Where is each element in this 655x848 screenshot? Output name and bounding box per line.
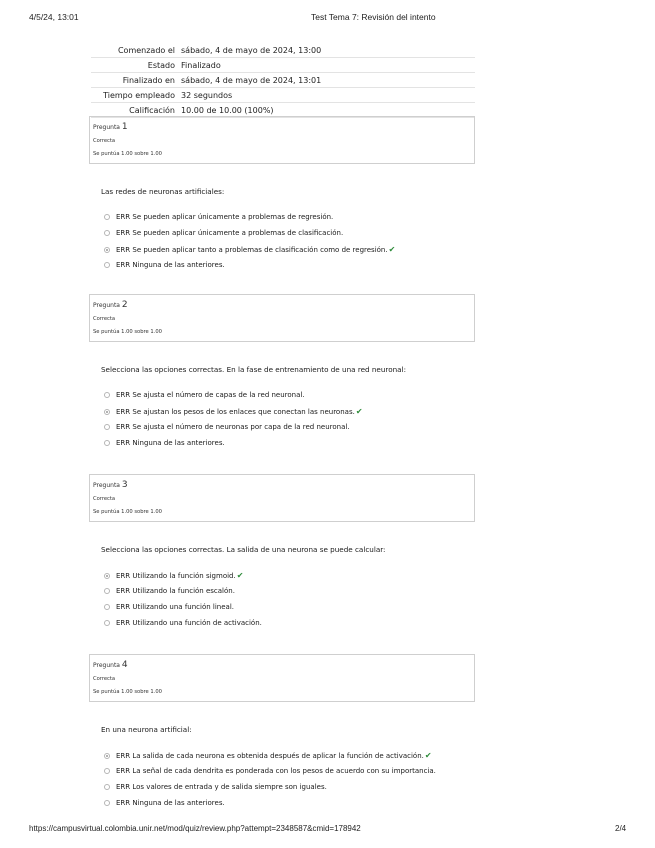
- answer-option[interactable]: [104, 587, 235, 595]
- question-text: Las redes de neuronas artificiales:: [101, 187, 225, 196]
- answer-option-text: ERR Ninguna de las anteriores.: [116, 439, 225, 447]
- summary-value: 10.00 de 10.00 (100%): [181, 103, 475, 118]
- summary-value: 32 segundos: [181, 88, 475, 103]
- question-mark: Se puntúa 1.00 sobre 1.00: [93, 509, 162, 515]
- answer-option[interactable]: [104, 751, 432, 760]
- question-mark: Se puntúa 1.00 sobre 1.00: [93, 151, 162, 157]
- correct-check-icon: ✔: [388, 245, 396, 254]
- question-number: 4: [121, 660, 128, 670]
- answer-option[interactable]: [104, 783, 327, 791]
- question-label-text: Pregunta: [93, 302, 120, 309]
- radio-button-icon[interactable]: [104, 620, 110, 626]
- question-state: Correcta: [93, 316, 116, 322]
- answer-option[interactable]: [104, 391, 305, 399]
- radio-button-icon[interactable]: [104, 784, 110, 790]
- question-state: Correcta: [93, 676, 116, 682]
- answer-option[interactable]: [104, 767, 436, 775]
- answer-option-text: ERR Utilizando la función sigmoid.: [116, 571, 236, 580]
- radio-button-icon[interactable]: [104, 409, 110, 415]
- answer-option-text: ERR Se pueden aplicar únicamente a problemas de regresión.: [116, 213, 334, 221]
- radio-button-icon[interactable]: [104, 588, 110, 594]
- radio-button-icon[interactable]: [104, 214, 110, 220]
- question-text: Selecciona las opciones correctas. La salida de una neurona se puede calcular:: [101, 545, 386, 554]
- question-label: [93, 660, 128, 670]
- summary-label: Comenzado el: [91, 43, 181, 58]
- answer-option[interactable]: [104, 603, 234, 611]
- answer-option-text: ERR Utilizando la función escalón.: [116, 587, 235, 595]
- answer-option[interactable]: [104, 261, 225, 269]
- radio-button-icon[interactable]: [104, 753, 110, 759]
- radio-button-icon[interactable]: [104, 604, 110, 610]
- question-label-text: Pregunta: [93, 124, 120, 131]
- answer-option[interactable]: [104, 439, 225, 447]
- radio-button-icon[interactable]: [104, 247, 110, 253]
- print-date: 4/5/24, 13:01: [29, 12, 79, 22]
- question-text: Selecciona las opciones correctas. En la fase de entrenamiento de una red neuronal:: [101, 365, 406, 374]
- question-state: Correcta: [93, 496, 116, 502]
- summary-value: sábado, 4 de mayo de 2024, 13:00: [181, 43, 475, 58]
- radio-button-icon[interactable]: [104, 424, 110, 430]
- radio-button-icon[interactable]: [104, 800, 110, 806]
- summary-row: [91, 43, 475, 58]
- attempt-summary: [91, 43, 475, 118]
- summary-label: Estado: [91, 58, 181, 73]
- answer-option[interactable]: [104, 619, 262, 627]
- question-text: En una neurona artificial:: [101, 725, 192, 734]
- radio-button-icon[interactable]: [104, 262, 110, 268]
- question-number: 3: [121, 480, 128, 490]
- page-title: Test Tema 7: Revisión del intento: [311, 12, 436, 22]
- answer-option[interactable]: [104, 571, 243, 580]
- summary-label: Tiempo empleado: [91, 88, 181, 103]
- answer-option-text: ERR Ninguna de las anteriores.: [116, 261, 225, 269]
- summary-row: [91, 73, 475, 88]
- question-number: 2: [121, 300, 128, 310]
- answer-option[interactable]: [104, 407, 363, 416]
- answer-option[interactable]: [104, 213, 333, 221]
- question-number: 1: [121, 122, 128, 132]
- question-label: [93, 122, 128, 132]
- question-label: [93, 300, 128, 310]
- question-label-text: Pregunta: [93, 662, 120, 669]
- answer-option-text: ERR Se pueden aplicar tanto a problemas de clasificación como de regresión.: [116, 245, 388, 254]
- page-number: 2/4: [615, 824, 627, 833]
- radio-button-icon[interactable]: [104, 230, 110, 236]
- radio-button-icon[interactable]: [104, 768, 110, 774]
- answer-option-text: ERR Se ajusta el número de capas de la red neuronal.: [116, 391, 305, 399]
- question-mark: Se puntúa 1.00 sobre 1.00: [93, 329, 162, 335]
- answer-option-text: ERR Ninguna de las anteriores.: [116, 799, 225, 807]
- summary-value: Finalizado: [181, 58, 475, 73]
- question-label: [93, 480, 128, 490]
- radio-button-icon[interactable]: [104, 392, 110, 398]
- question-mark: Se puntúa 1.00 sobre 1.00: [93, 689, 162, 695]
- summary-label: Finalizado en: [91, 73, 181, 88]
- summary-value: sábado, 4 de mayo de 2024, 13:01: [181, 73, 475, 88]
- answer-option-text: ERR La salida de cada neurona es obtenida después de aplicar la función de activación.: [116, 751, 424, 760]
- question-info-box: [89, 474, 475, 522]
- answer-option-text: ERR Se ajustan los pesos de los enlaces que conectan las neuronas.: [116, 407, 355, 416]
- correct-check-icon: ✔: [424, 751, 432, 760]
- page-url: https://campusvirtual.colombia.unir.net/mod/quiz/review.php?attempt=2348587&cmid=178942: [29, 824, 361, 833]
- summary-row: [91, 58, 475, 73]
- correct-check-icon: ✔: [355, 407, 363, 416]
- question-info-box: [89, 654, 475, 702]
- answer-option-text: ERR Se pueden aplicar únicamente a problemas de clasificación.: [116, 229, 344, 237]
- radio-button-icon[interactable]: [104, 573, 110, 579]
- question-state: Correcta: [93, 138, 116, 144]
- answer-option-text: ERR Los valores de entrada y de salida siempre son iguales.: [116, 783, 327, 791]
- question-info-box: [89, 116, 475, 164]
- answer-option-text: ERR Utilizando una función de activación.: [116, 619, 262, 627]
- summary-label: Calificación: [91, 103, 181, 118]
- answer-option[interactable]: [104, 423, 350, 431]
- answer-option-text: ERR Se ajusta el número de neuronas por capa de la red neuronal.: [116, 423, 350, 431]
- answer-option[interactable]: [104, 229, 343, 237]
- question-label-text: Pregunta: [93, 482, 120, 489]
- answer-option[interactable]: [104, 799, 225, 807]
- summary-row: [91, 88, 475, 103]
- correct-check-icon: ✔: [236, 571, 244, 580]
- question-info-box: [89, 294, 475, 342]
- radio-button-icon[interactable]: [104, 440, 110, 446]
- answer-option-text: ERR La señal de cada dendrita es ponderada con los pesos de acuerdo con su importancia.: [116, 767, 436, 775]
- answer-option[interactable]: [104, 245, 395, 254]
- answer-option-text: ERR Utilizando una función lineal.: [116, 603, 234, 611]
